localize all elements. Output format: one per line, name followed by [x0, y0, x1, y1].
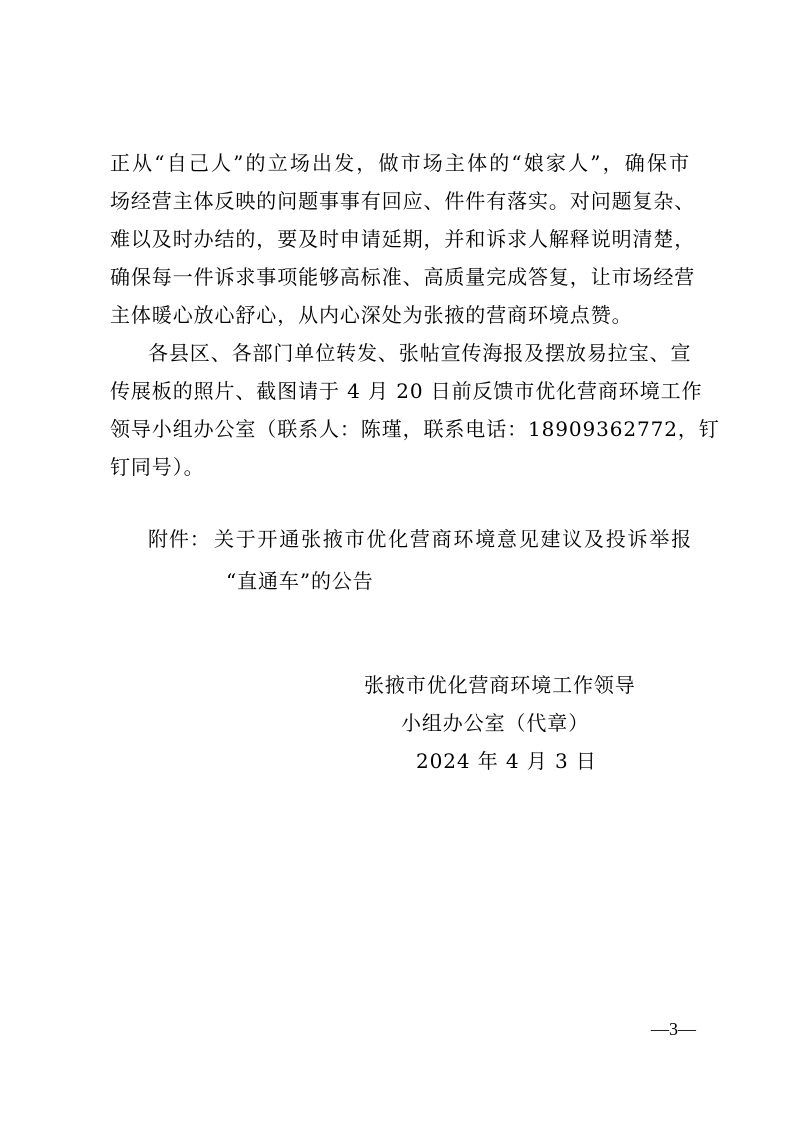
issuing-organization-seal: 小组办公室（代章）: [401, 711, 590, 735]
body-text-line: 确保每一件诉求事项能够高标准、高质量完成答复，让市场经营: [110, 265, 696, 289]
attachment-title-continued: “直通车”的公告: [226, 569, 374, 593]
body-text-line: 钉同号）。: [110, 455, 205, 479]
attachment-title: 关于开通张掖市优化营商环境意见建议及投诉举报: [214, 527, 692, 551]
page-number: —3—: [651, 1019, 696, 1039]
body-text-line: 主体暖心放心舒心，从内心深处为张掖的营商环境点赞。: [110, 303, 633, 327]
body-text-line: 各县区、各部门单位转发、张帖宣传海报及摆放易拉宝、宣: [148, 341, 692, 365]
body-text-line: 正从“自己人”的立场出发，做市场主体的“娘家人”，确保市: [110, 151, 690, 175]
document-date: 2024 年 4 月 3 日: [416, 749, 597, 773]
attachment-label: 附件：: [148, 527, 211, 551]
body-text-line: 场经营主体反映的问题事事有回应、件件有落实。对问题复杂、: [110, 189, 696, 213]
issuing-organization: 张掖市优化营商环境工作领导: [364, 673, 636, 697]
body-text-line: 传展板的照片、截图请于 4 月 20 日前反馈市优化营商环境工作: [110, 379, 703, 403]
body-text-line: 难以及时办结的，要及时申请延期，并和诉求人解释说明清楚，: [110, 227, 696, 251]
body-text-line: 领导小组办公室（联系人：陈瑾，联系电话：18909362772，钉: [110, 417, 720, 441]
